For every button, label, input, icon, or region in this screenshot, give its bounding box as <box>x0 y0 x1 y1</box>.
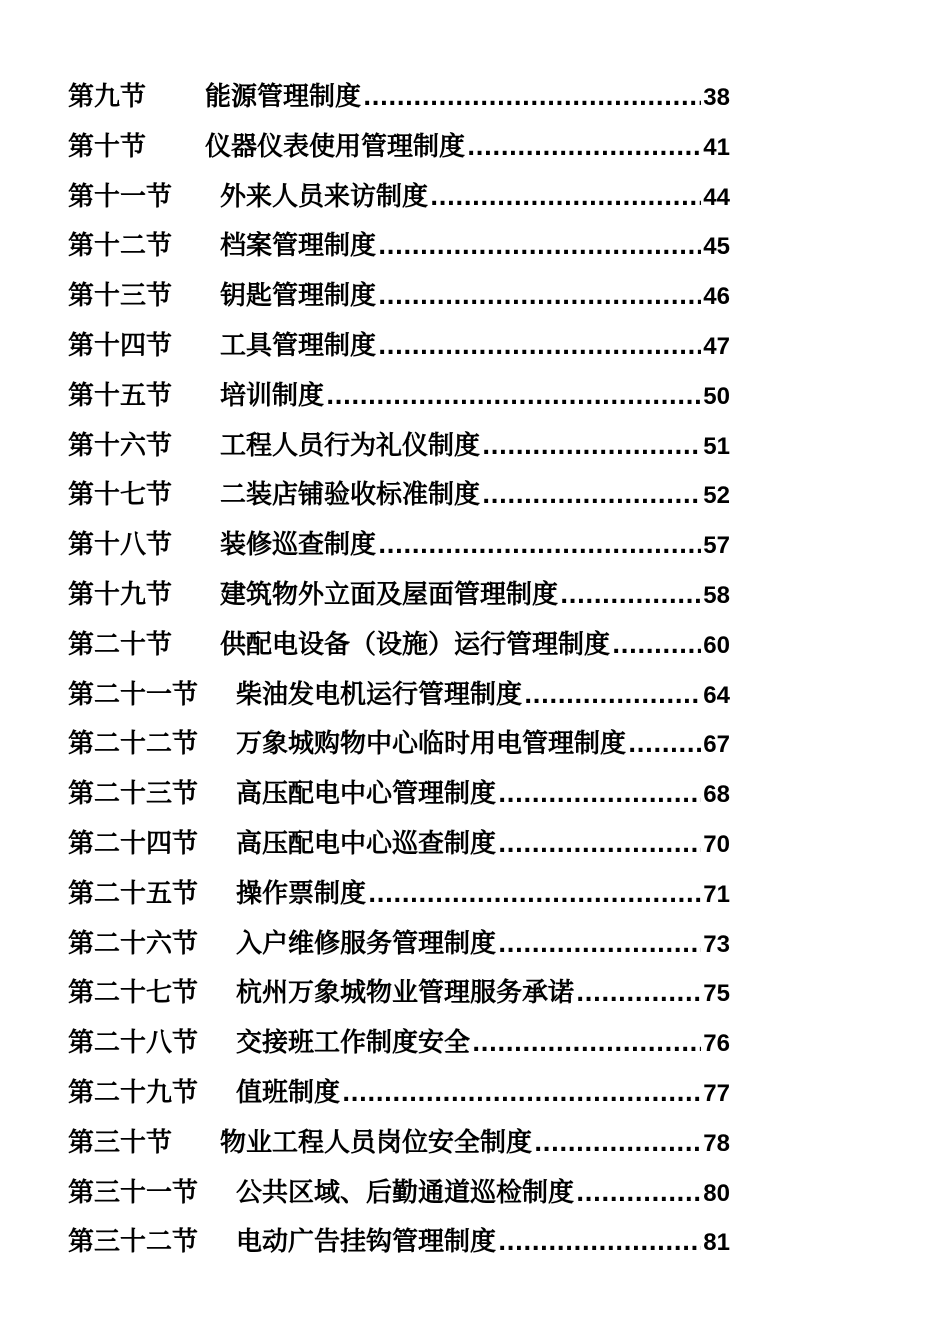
toc-section-title: 钥匙管理制度 <box>220 281 377 312</box>
toc-dot-leader <box>378 235 701 260</box>
toc-page-number: 52 <box>703 482 730 510</box>
toc-entry[interactable] <box>68 773 730 823</box>
toc-page-number: 47 <box>703 332 730 360</box>
toc-dot-leader <box>326 385 701 410</box>
toc-page-number: 46 <box>703 283 730 311</box>
toc-entry[interactable] <box>68 972 730 1022</box>
toc-section-title: 高压配电中心管理制度 <box>236 779 497 810</box>
toc-entry[interactable] <box>68 126 730 176</box>
toc-section-title: 操作票制度 <box>236 878 367 909</box>
toc-section-number: 第二十节 <box>68 629 173 660</box>
toc-entry[interactable] <box>68 674 730 724</box>
toc-dot-leader <box>576 1182 701 1207</box>
toc-dot-leader <box>534 1132 701 1157</box>
toc-entry[interactable] <box>68 574 730 624</box>
toc-section-number: 第二十九节 <box>68 1077 199 1108</box>
toc-section-number: 第十五节 <box>68 380 173 411</box>
toc-section-title: 公共区域、后勤通道巡检制度 <box>236 1177 575 1208</box>
toc-entry[interactable] <box>68 1122 730 1172</box>
toc-section-number: 第十六节 <box>68 430 173 461</box>
toc-page-number: 78 <box>703 1129 730 1157</box>
toc-page-number: 58 <box>703 581 730 609</box>
toc-entry[interactable] <box>68 375 730 425</box>
toc-entry[interactable] <box>68 325 730 375</box>
toc-section-number: 第二十一节 <box>68 679 199 710</box>
toc-page-number: 76 <box>703 1030 730 1058</box>
toc-entry[interactable] <box>68 225 730 275</box>
toc-page-number: 51 <box>703 432 730 460</box>
toc-section-number: 第十八节 <box>68 530 173 561</box>
toc-entry[interactable] <box>68 624 730 674</box>
toc-page-number: 45 <box>703 233 730 261</box>
toc-dot-leader <box>378 285 701 310</box>
toc-dot-leader <box>363 86 701 111</box>
toc-page-number: 71 <box>703 880 730 908</box>
toc-entry[interactable] <box>68 474 730 524</box>
toc-entry[interactable] <box>68 873 730 923</box>
toc-section-title: 高压配电中心巡查制度 <box>236 828 497 859</box>
toc-dot-leader <box>378 534 701 559</box>
toc-section-title: 值班制度 <box>236 1077 341 1108</box>
toc-dot-leader <box>482 484 701 509</box>
toc-dot-leader <box>482 435 701 460</box>
toc-entry[interactable] <box>68 1072 730 1122</box>
toc-entry[interactable] <box>68 76 730 126</box>
toc-section-title: 二装店铺验收标准制度 <box>220 480 481 511</box>
toc-page-number: 68 <box>703 781 730 809</box>
toc-page-number: 67 <box>703 731 730 759</box>
table-of-contents <box>68 76 730 1271</box>
toc-section-title: 入户维修服务管理制度 <box>236 928 497 959</box>
toc-dot-leader <box>524 684 701 709</box>
toc-section-number: 第二十四节 <box>68 828 199 859</box>
toc-page-number: 81 <box>703 1229 730 1257</box>
toc-page-number: 70 <box>703 830 730 858</box>
toc-section-title: 柴油发电机运行管理制度 <box>236 679 523 710</box>
toc-page-number: 38 <box>703 84 730 111</box>
toc-entry[interactable] <box>68 923 730 973</box>
toc-section-number: 第十七节 <box>68 480 173 511</box>
toc-section-number: 第三十节 <box>68 1127 173 1158</box>
toc-section-title: 电动广告挂钩管理制度 <box>236 1227 497 1258</box>
toc-page-number: 57 <box>703 532 730 560</box>
toc-section-number: 第十四节 <box>68 330 173 361</box>
toc-page-number: 50 <box>703 382 730 410</box>
toc-section-title: 杭州万象城物业管理服务承诺 <box>236 978 575 1009</box>
toc-entry[interactable] <box>68 275 730 325</box>
toc-section-number: 第十二节 <box>68 231 173 262</box>
toc-dot-leader <box>560 584 701 609</box>
toc-section-number: 第二十七节 <box>68 978 199 1009</box>
toc-dot-leader <box>498 833 701 858</box>
toc-section-title: 万象城购物中心临时用电管理制度 <box>236 729 627 760</box>
toc-section-number: 第二十六节 <box>68 928 199 959</box>
toc-dot-leader <box>612 634 701 659</box>
toc-dot-leader <box>342 1082 701 1107</box>
toc-section-title: 交接班工作制度安全 <box>236 1028 471 1059</box>
toc-page-number: 80 <box>703 1179 730 1207</box>
toc-page-number: 75 <box>703 980 730 1008</box>
toc-dot-leader <box>467 136 701 161</box>
toc-section-title: 仪器仪表使用管理制度 <box>205 131 466 162</box>
toc-section-number: 第三十一节 <box>68 1177 199 1208</box>
toc-dot-leader <box>430 186 701 211</box>
toc-page-number: 60 <box>703 631 730 659</box>
toc-entry[interactable] <box>68 1022 730 1072</box>
toc-entry[interactable] <box>68 723 730 773</box>
toc-dot-leader <box>498 933 701 958</box>
toc-dot-leader <box>498 1231 701 1256</box>
toc-dot-leader <box>378 335 701 360</box>
toc-section-title: 档案管理制度 <box>220 231 377 262</box>
toc-dot-leader <box>368 883 701 908</box>
toc-section-number: 第十三节 <box>68 281 173 312</box>
toc-section-number: 第二十八节 <box>68 1028 199 1059</box>
toc-page-number: 44 <box>703 183 730 211</box>
toc-dot-leader <box>628 733 701 758</box>
toc-entry[interactable] <box>68 1221 730 1271</box>
toc-section-number: 第九节 <box>68 82 147 112</box>
toc-section-title: 建筑物外立面及屋面管理制度 <box>220 579 559 610</box>
toc-entry[interactable] <box>68 176 730 226</box>
toc-entry[interactable] <box>68 1172 730 1222</box>
toc-section-title: 供配电设备（设施）运行管理制度 <box>220 629 611 660</box>
toc-section-number: 第十一节 <box>68 181 173 212</box>
toc-entry[interactable] <box>68 425 730 475</box>
toc-entry[interactable] <box>68 823 730 873</box>
toc-dot-leader <box>498 783 701 808</box>
toc-section-title: 工程人员行为礼仪制度 <box>220 430 481 461</box>
toc-entry[interactable] <box>68 524 730 574</box>
toc-dot-leader <box>472 1032 701 1057</box>
toc-section-number: 第二十三节 <box>68 779 199 810</box>
toc-page-number: 77 <box>703 1079 730 1107</box>
toc-section-number: 第二十二节 <box>68 729 199 760</box>
toc-section-title: 物业工程人员岗位安全制度 <box>220 1127 533 1158</box>
toc-section-title: 装修巡查制度 <box>220 530 377 561</box>
toc-section-number: 第二十五节 <box>68 878 199 909</box>
toc-section-title: 外来人员来访制度 <box>220 181 429 212</box>
toc-dot-leader <box>576 982 701 1007</box>
toc-page-number: 64 <box>703 681 730 709</box>
toc-section-title: 培训制度 <box>220 380 325 411</box>
toc-page-number: 41 <box>703 133 730 161</box>
toc-section-number: 第三十二节 <box>68 1227 199 1258</box>
toc-page-number: 73 <box>703 930 730 958</box>
toc-section-number: 第十节 <box>68 131 147 162</box>
toc-section-number: 第十九节 <box>68 579 173 610</box>
toc-section-title: 能源管理制度 <box>205 82 362 112</box>
toc-section-title: 工具管理制度 <box>220 330 377 361</box>
